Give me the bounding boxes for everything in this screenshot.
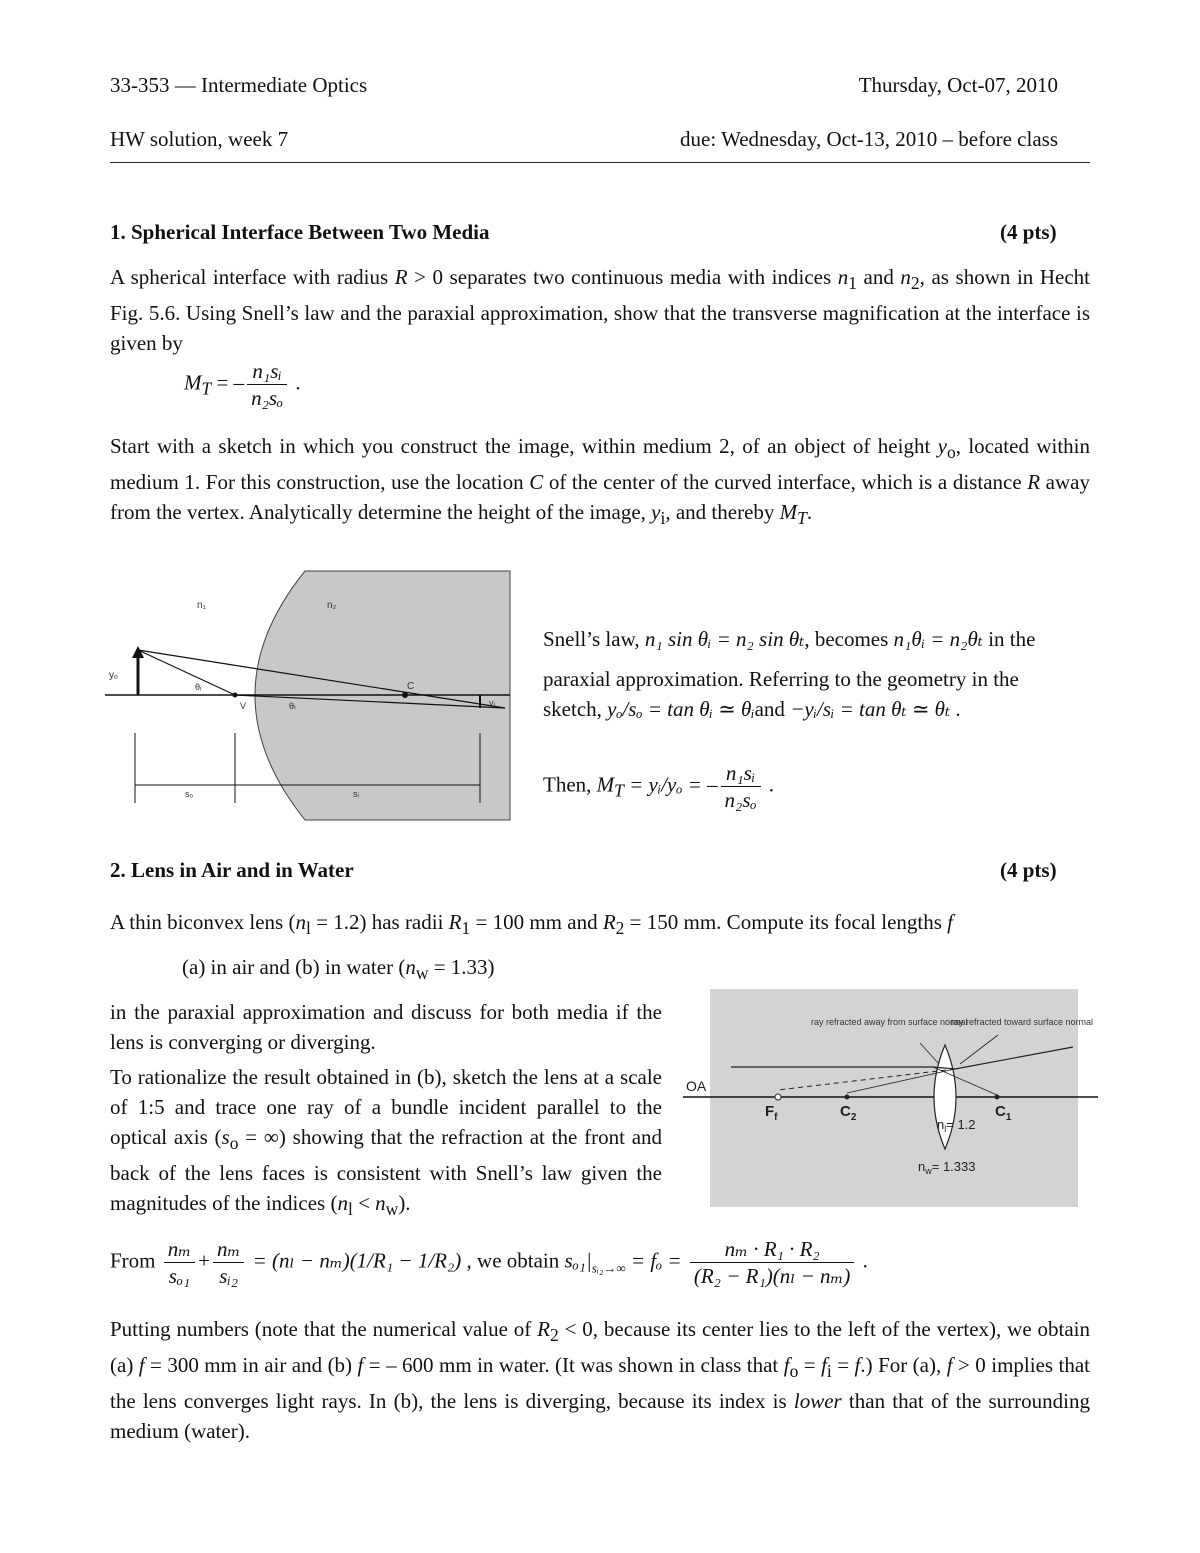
- problem1-points: (4 pts): [1000, 220, 1057, 244]
- geometry-line: sketch, yₒ/sₒ = tan θᵢ ≃ θᵢand −yᵢ/sᵢ = tan θₜ ≃ θₜ .: [543, 697, 961, 721]
- fig2-label-nw: $n_w= 1.333$: [918, 1159, 976, 1176]
- problem2-title: 2. Lens in Air and in Water: [110, 858, 354, 882]
- center-c2: [845, 1095, 850, 1100]
- lensmaker-derivation: From $\frac{\text{nₘ}}{\text{sₒ₁}}$ + $\frac{\text{nₘ}}{\text{sᵢ₂}}$ = (nₗ − nₘ)(1/R₁ − 1/R₂) , we obtain $s_{o1}|_{sᵢ_2\to\infty} = f_o$ = $\frac{\text{nₘ · R₁ · R₂}}{\text{(R₂ − R₁)(nₗ − nₘ)}}$ .: [110, 1237, 868, 1288]
- paraxial-line: paraxial approximation. Referring to the geometry in the: [543, 667, 1019, 691]
- header-rule: [110, 162, 1090, 163]
- vertex-point: [233, 693, 238, 698]
- fig2-label-ff: $F_f$: [765, 1103, 778, 1123]
- fig1-label-so: sₒ: [185, 789, 193, 799]
- fig2-label-c1: $C_1$: [995, 1103, 1012, 1123]
- problem2-conclusion: Putting numbers (note that the numerical value of $R_2 < 0$, because its center lies to the left of the vertex), we obtain (a) f = 300 mm in air and (b) f = – 600 mm in water. (It was shown in class that $f_o = f_i = f$.) For (a), f > 0 implies that the lens converges light rays. In (b), the lens is diverging, because its index is lower than that of the surrounding medium (water).: [110, 1317, 1091, 1444]
- problem1-statement: A spherical interface with radius R > 0 separates two continuous media with indices $n_1$ and $n_2$, as shown in Hecht Fig. 5.6. Using Snell’s law and the paraxial approximation, show that the transverse magnification at the interface is given by: [110, 265, 1090, 356]
- problem1-title: 1. Spherical Interface Between Two Media: [110, 220, 490, 244]
- fig1-label-si: sᵢ: [353, 789, 359, 799]
- problem2-para2: To rationalize the result obtained in (b), sketch the lens at a scale of 1:5 and trace one ray of a bundle incident parallel to the optical axis ($s_o$ = ∞) showing that the refraction at the front and back of the lens faces is consistent with Snell’s law given the magnitudes of the indices $(n_l < n_w)$.: [110, 1065, 663, 1220]
- fig2-label-c2: $C_2$: [840, 1103, 857, 1123]
- problem1-instructions: Start with a sketch in which you construct the image, within medium 2, of an object of height $y_o$, located within medium 1. For this construction, use the location C of the center of the curved interface, which is a distance R away from the vertex. Analytically determine the height of the image, $y_i$, and thereby $M_T$.: [110, 434, 1090, 529]
- magnification-formula: $M_T$ = – $\frac{\text{n₁sᵢ}}{\text{n₂sₒ}}$ .: [184, 359, 301, 410]
- fig1-label-n2: n₂: [327, 600, 337, 611]
- problem2-points: (4 pts): [1000, 858, 1057, 882]
- problem2-line2: (a) in air and (b) in water $(n_w = 1.33)$: [182, 955, 495, 984]
- fig1-label-yo: yₒ: [109, 670, 118, 681]
- fig1-label-theta-i: θᵢ: [195, 682, 202, 692]
- snell-law-line: Snell’s law, n₁ sin θᵢ = n₂ sin θₜ, becomes n₁θᵢ = n₂θₜ in the: [543, 627, 1036, 651]
- focal-point: [775, 1094, 781, 1100]
- magnification-result: Then, $M_T$ = yᵢ/yₒ = – $\frac{\text{n₁sᵢ}}{\text{n₂sₒ}}$ .: [543, 761, 775, 812]
- due-date: due: Wednesday, Oct-13, 2010 – before class: [680, 127, 1058, 151]
- course-title: 33-353 — Intermediate Optics: [110, 73, 368, 97]
- fig2-label-away: ray refracted away from surface normal: [811, 1017, 968, 1027]
- incident-ray: [138, 650, 235, 695]
- fig1-label-yi: yᵢ: [489, 698, 495, 708]
- spherical-interface-figure: [105, 568, 515, 823]
- fig1-label-theta-t: θₜ: [289, 701, 297, 711]
- center-c1: [995, 1095, 1000, 1100]
- lens-figure: [683, 987, 1098, 1209]
- fig2-label-oa: OA: [686, 1078, 707, 1094]
- fig2-label-nl: $n_l= 1.2$: [937, 1117, 976, 1134]
- hw-subtitle: HW solution, week 7: [110, 127, 289, 151]
- fig1-label-c: C: [407, 681, 415, 692]
- fig2-label-toward: ray refracted toward surface normal: [951, 1017, 1094, 1027]
- problem2-para1: in the paraxial approximation and discuss for both media if the lens is converging or diverging.: [110, 1000, 662, 1054]
- fig1-label-n1: n₁: [197, 600, 206, 611]
- center-point: [402, 692, 408, 698]
- fig1-label-v: V: [240, 701, 247, 711]
- header-date: Thursday, Oct-07, 2010: [858, 73, 1058, 97]
- problem2-line1: A thin biconvex lens $(n_l = 1.2)$ has radii $R_1 = 100$ mm and $R_2 = 150$ mm. Compute its focal lengths f: [110, 910, 953, 939]
